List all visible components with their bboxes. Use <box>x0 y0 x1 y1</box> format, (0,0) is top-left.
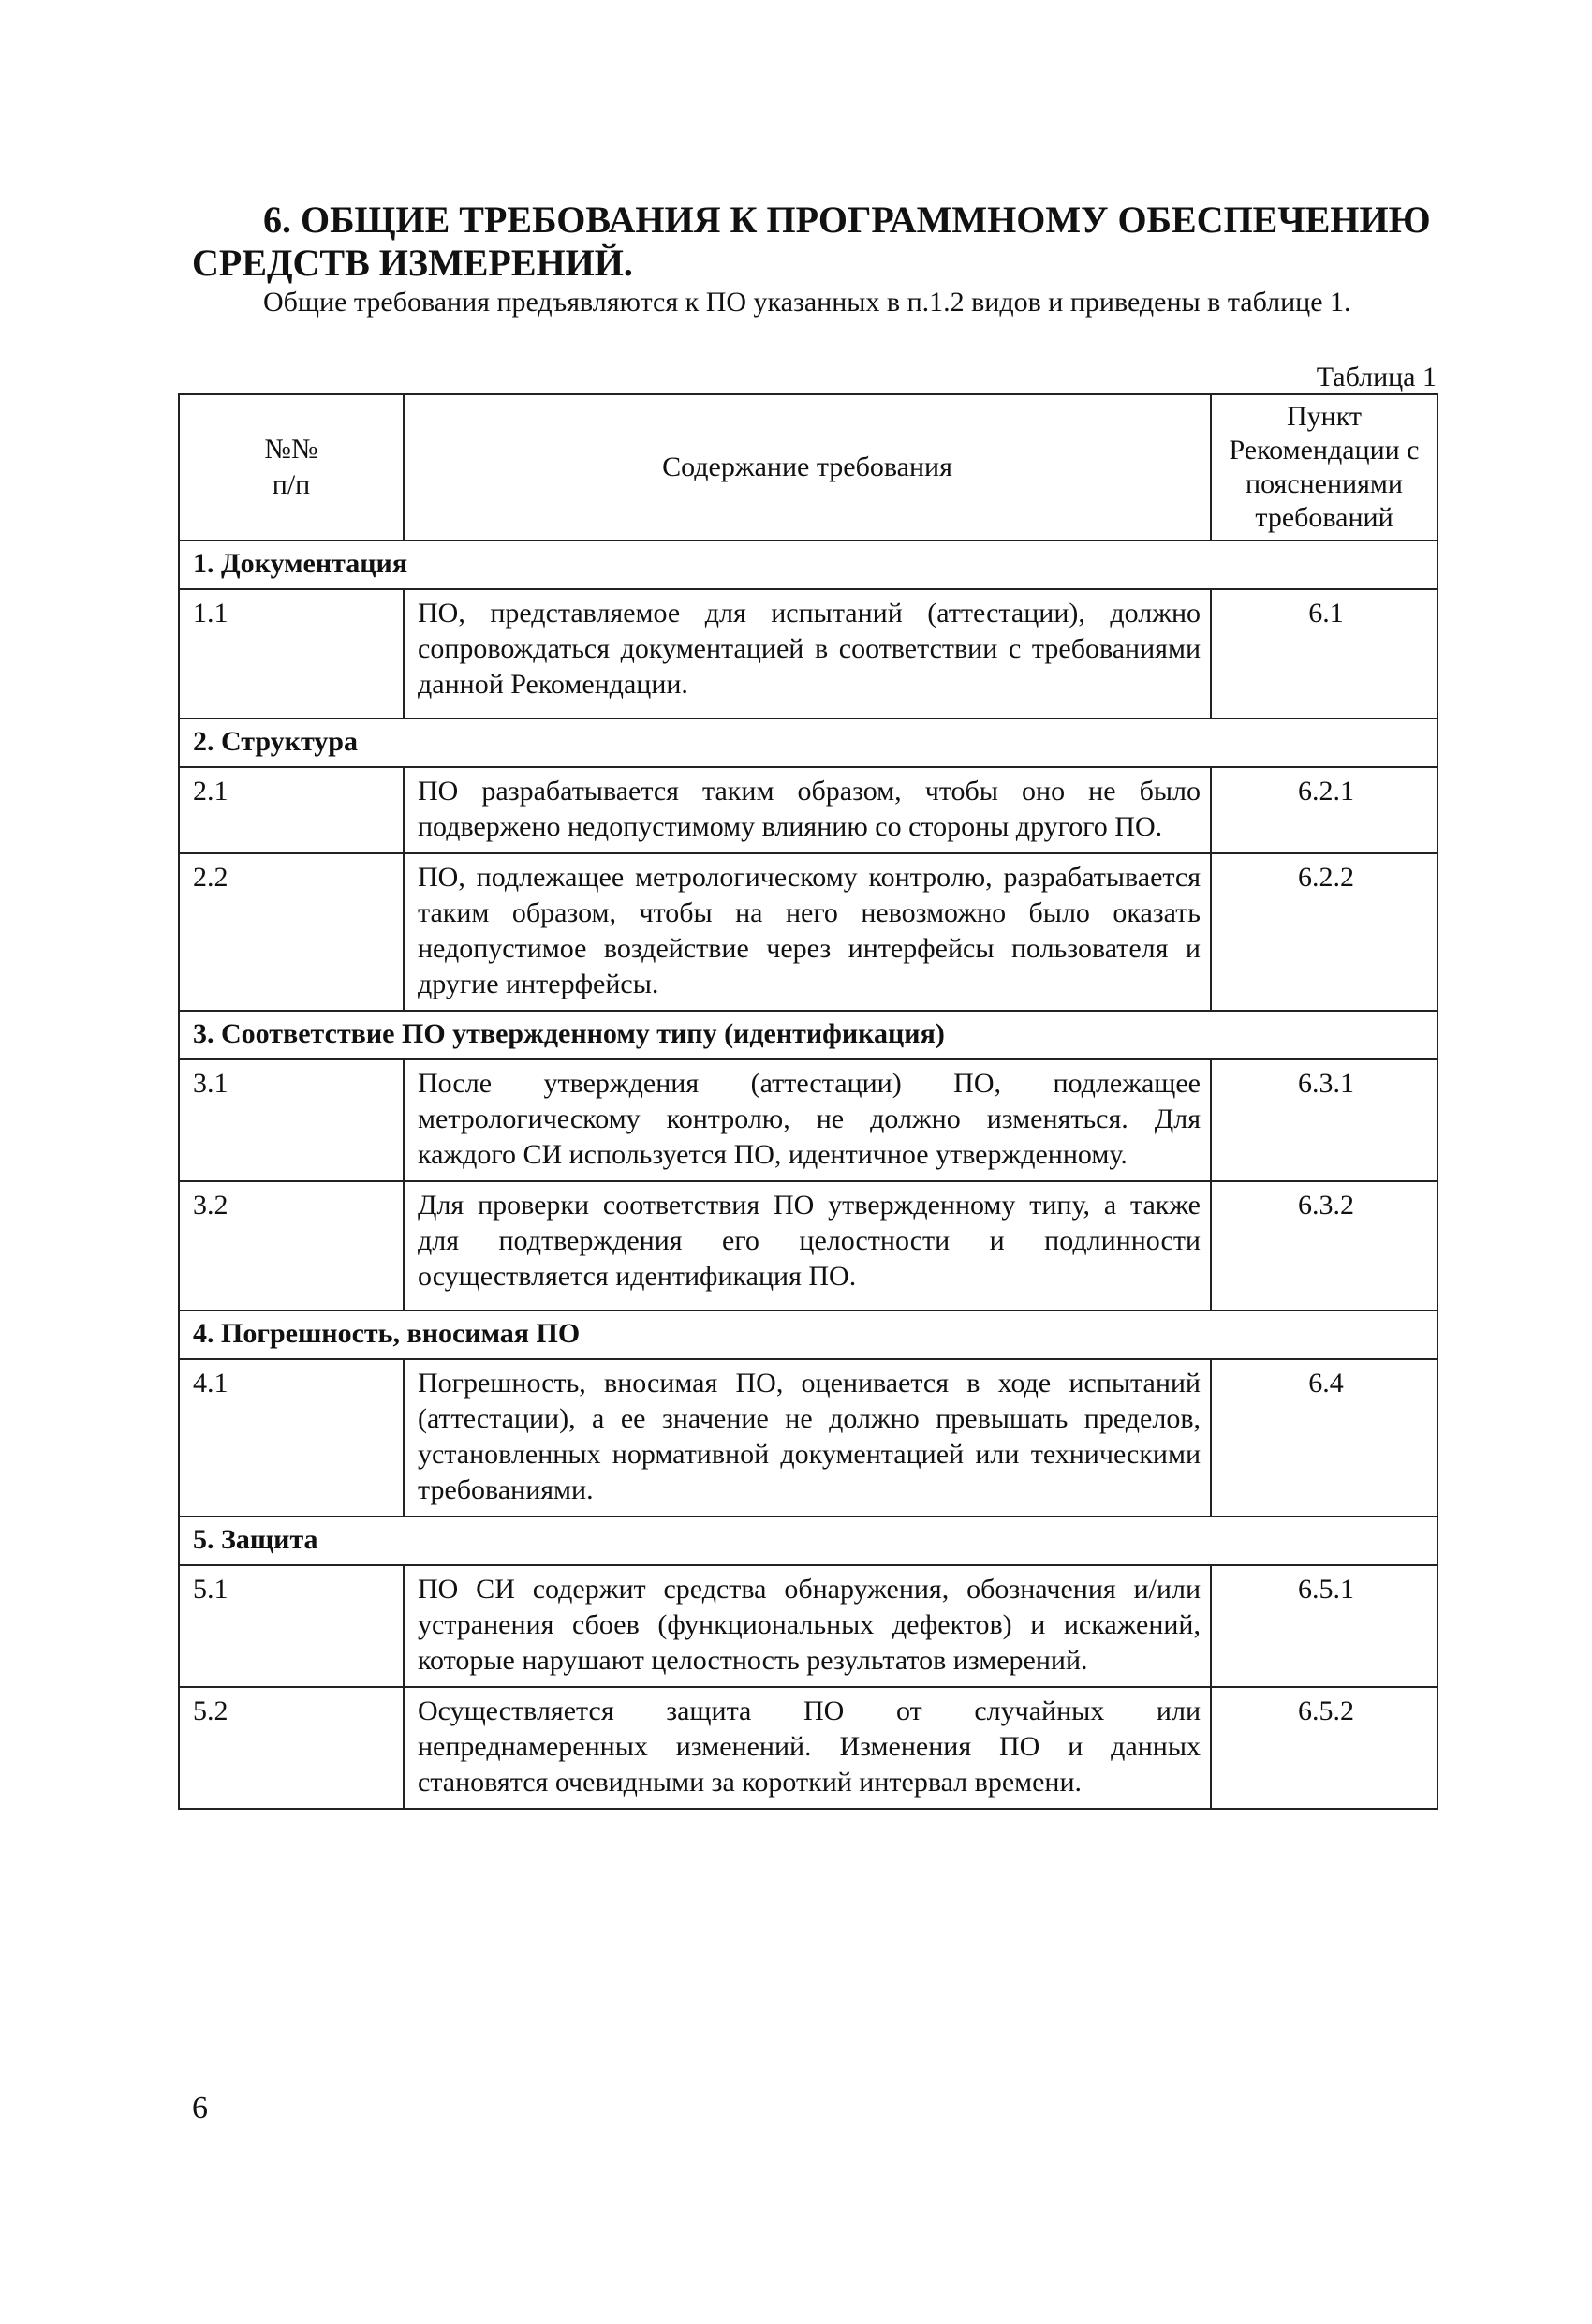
header-number <box>179 394 404 540</box>
row-reference: 6.2.2 <box>1211 853 1437 1011</box>
row-reference: 6.3.2 <box>1211 1181 1437 1310</box>
section-title: 5. Защита <box>179 1517 1437 1565</box>
table-row <box>179 1359 1437 1517</box>
row-text: ПО, представляемое для испытаний (аттестации), должно сопровождаться документацией в соответствии с требованиями данной Рекомендации. <box>404 589 1211 718</box>
row-number: 2.2 <box>179 853 404 1011</box>
table-row <box>179 589 1437 718</box>
table-row <box>179 1059 1437 1181</box>
header-reference: Пункт Рекомендации с пояснениями требований <box>1211 394 1437 540</box>
row-reference: 6.5.1 <box>1211 1565 1437 1687</box>
table-header-row <box>179 394 1437 540</box>
table-row <box>179 767 1437 853</box>
row-number: 1.1 <box>179 589 404 718</box>
row-text: ПО, подлежащее метрологическому контролю, разрабатывается таким образом, чтобы на него невозможно было оказать недопустимое воздействие через интерфейсы пользователя и другие интерфейсы. <box>404 853 1211 1011</box>
table-row <box>179 1181 1437 1310</box>
section-row <box>179 1310 1437 1359</box>
row-number: 3.1 <box>179 1059 404 1181</box>
row-number: 2.1 <box>179 767 404 853</box>
section-heading: 6. ОБЩИЕ ТРЕБОВАНИЯ К ПРОГРАММНОМУ ОБЕСПЕЧЕНИЮ СРЕДСТВ ИЗМЕРЕНИЙ. <box>192 199 1431 284</box>
header-content: Содержание требования <box>404 394 1211 540</box>
table-row <box>179 853 1437 1011</box>
row-number: 3.2 <box>179 1181 404 1310</box>
section-row <box>179 1011 1437 1059</box>
row-text: Погрешность, вносимая ПО, оценивается в ходе испытаний (аттестации), а ее значение не должно превышать пределов, установленных нормативной документацией или техническими требованиями. <box>404 1359 1211 1517</box>
row-text: ПО разрабатывается таким образом, чтобы оно не было подвержено недопустимому влиянию со стороны другого ПО. <box>404 767 1211 853</box>
table-caption: Таблица 1 <box>1316 362 1437 392</box>
table-row <box>179 1687 1437 1809</box>
row-text: ПО СИ содержит средства обнаружения, обозначения и/или устранения сбоев (функциональных дефектов) и искажений, которые нарушают целостность результатов измерений. <box>404 1565 1211 1687</box>
intro-paragraph: Общие требования предъявляются к ПО указанных в п.1.2 видов и приведены в таблице 1. <box>263 287 1351 318</box>
section-title: 2. Структура <box>179 718 1437 767</box>
section-title: 4. Погрешность, вносимая ПО <box>179 1310 1437 1359</box>
section-row <box>179 718 1437 767</box>
row-text: Осуществляется защита ПО от случайных или непреднамеренных изменений. Изменения ПО и данных становятся очевидными за короткий интервал времени. <box>404 1687 1211 1809</box>
page-number: 6 <box>192 2091 208 2125</box>
row-reference: 6.3.1 <box>1211 1059 1437 1181</box>
row-number: 5.2 <box>179 1687 404 1809</box>
row-number: 4.1 <box>179 1359 404 1517</box>
row-reference: 6.5.2 <box>1211 1687 1437 1809</box>
header-number-label: №№ п/п <box>264 434 318 500</box>
table-row <box>179 1565 1437 1687</box>
row-text: Для проверки соответствия ПО утвержденному типу, а также для подтверждения его целостности и подлинности осуществляется идентификация ПО. <box>404 1181 1211 1310</box>
section-title: 3. Соответствие ПО утвержденному типу (идентификация) <box>179 1011 1437 1059</box>
row-number: 5.1 <box>179 1565 404 1687</box>
section-title: 1. Документация <box>179 540 1437 589</box>
row-reference: 6.4 <box>1211 1359 1437 1517</box>
row-text: После утверждения (аттестации) ПО, подлежащее метрологическому контролю, не должно изменяться. Для каждого СИ используется ПО, идентичное утвержденному. <box>404 1059 1211 1181</box>
row-reference: 6.1 <box>1211 589 1437 718</box>
row-reference: 6.2.1 <box>1211 767 1437 853</box>
requirements-table <box>178 393 1438 1810</box>
section-row <box>179 1517 1437 1565</box>
section-row <box>179 540 1437 589</box>
